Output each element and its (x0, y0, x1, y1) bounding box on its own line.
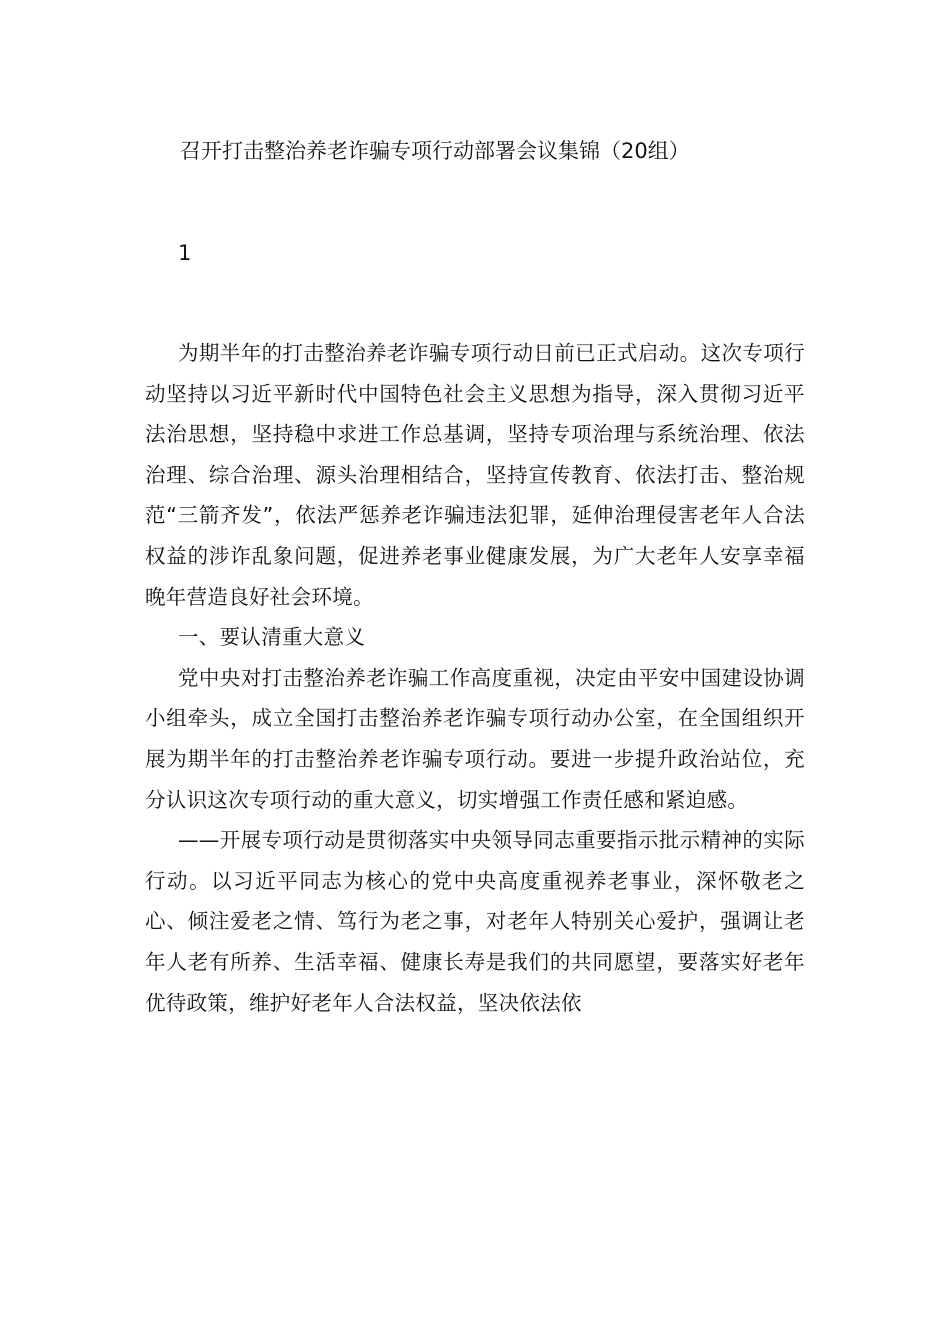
document-body (145, 333, 805, 1023)
paragraph-significance: 党中央对打击整治养老诈骗工作高度重视，决定由平安中国建设协调小组牵头，成立全国打击整治养老诈骗专项行动办公室，在全国组织开展为期半年的打击整治养老诈骗专项行动。要进一步提升政治站位，充分认识这次专项行动的重大意义，切实增强工作责任感和紧迫感。 (145, 665, 805, 812)
section-heading: 一、要认清重大意义 (178, 625, 366, 650)
section-number: 1 (178, 241, 192, 265)
paragraph-action: ——开展专项行动是贯彻落实中央领导同志重要指示批示精神的实际行动。以习近平同志为核心的党中央高度重视养老事业，深怀敬老之心、倾注爱老之情、笃行为老之事，对老年人特别关心爱护，强调让老年人老有所养、生活幸福、健康长寿是我们的共同愿望，要落实好老年优待政策，维护好老年人合法权益，坚决依法依 (145, 828, 805, 1015)
paragraph-intro: 为期半年的打击整治养老诈骗专项行动日前已正式启动。这次专项行动坚持以习近平新时代中国特色社会主义思想为指导，深入贯彻习近平法治思想，坚持稳中求进工作总基调，坚持专项治理与系统治理、依法治理、综合治理、源头治理相结合，坚持宣传教育、依法打击、整治规范“三箭齐发”，依法严惩养老诈骗违法犯罪，延伸治理侵害老年人合法权益的涉诈乱象问题，促进养老事业健康发展，为广大老年人安享幸福晚年营造良好社会环境。 (145, 341, 805, 609)
document-title: 召开打击整治养老诈骗专项行动部署会议集锦（20组） (180, 139, 690, 163)
